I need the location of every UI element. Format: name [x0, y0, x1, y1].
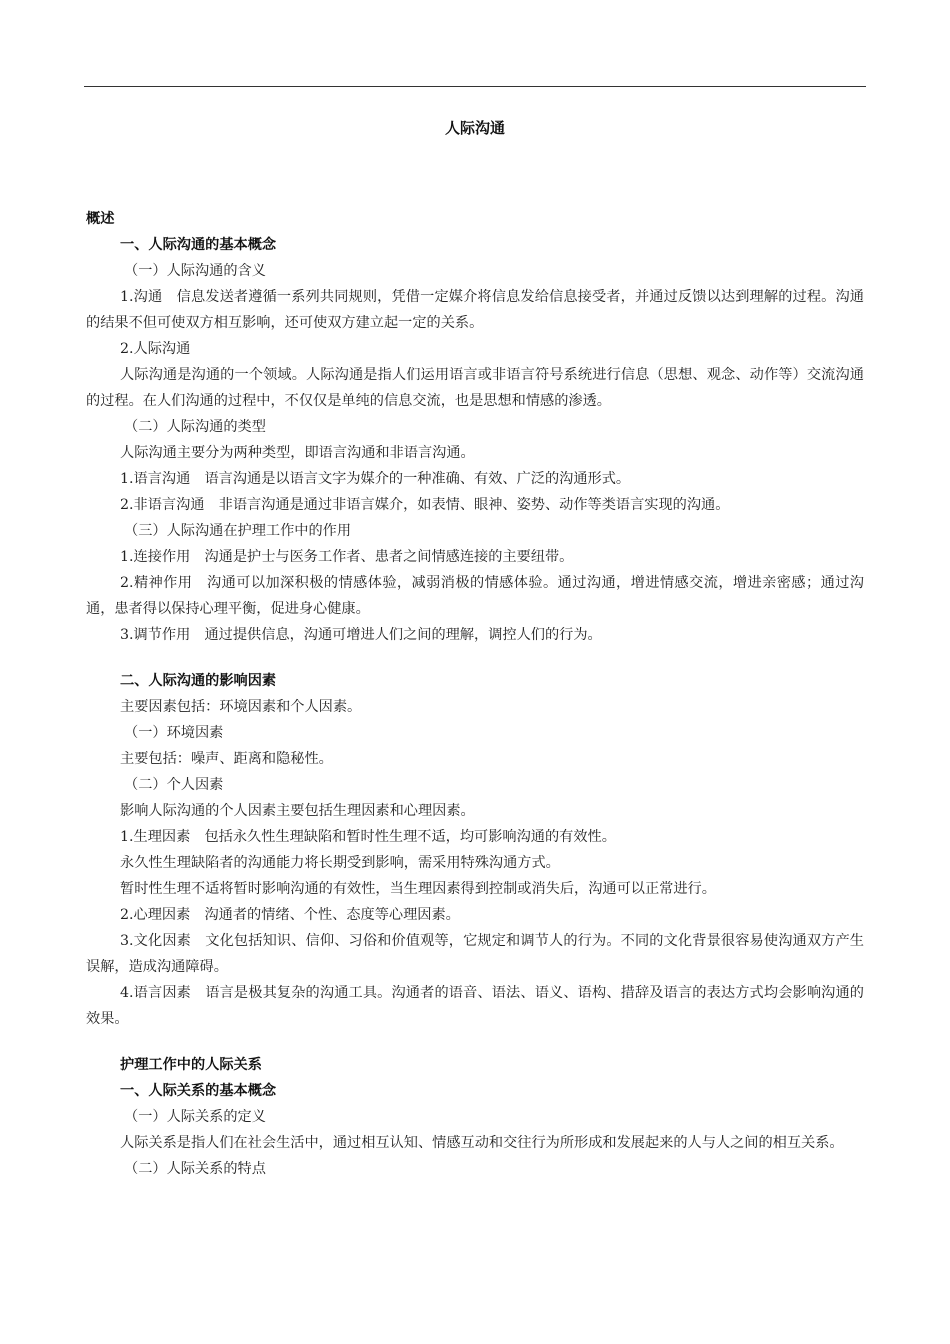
paragraph: （二）人际关系的特点 — [124, 1161, 266, 1177]
paragraph: 人际沟通是沟通的一个领域。人际沟通是指人们运用语言或非语言符号系统进行信息（思想、观念、动作等）交流沟通的过程。在人们沟通的过程中，不仅仅是单纯的信息交流，也是思想和情感的渗透。 — [86, 367, 864, 409]
paragraph: 主要因素包括：环境因素和个人因素。 — [120, 699, 362, 715]
paragraph: 1.语言沟通 语言沟通是以语言文字为媒介的一种准确、有效、广泛的沟通形式。 — [120, 471, 631, 487]
document-body — [86, 206, 864, 1182]
paragraph: 3.调节作用 通过提供信息，沟通可增进人们之间的理解，调控人们的行为。 — [120, 627, 602, 643]
paragraph: 暂时性生理不适将暂时影响沟通的有效性，当生理因素得到控制或消失后，沟通可以正常进行。 — [120, 881, 716, 897]
paragraph: 1.连接作用 沟通是护士与医务工作者、患者之间情感连接的主要纽带。 — [120, 549, 574, 565]
paragraph: 人际沟通主要分为两种类型，即语言沟通和非语言沟通。 — [120, 445, 475, 461]
section-heading: 护理工作中的人际关系 — [120, 1057, 262, 1073]
paragraph: 1.沟通 信息发送者遵循一系列共同规则，凭借一定媒介将信息发给信息接受者，并通过反馈以达到理解的过程。沟通的结果不但可使双方相互影响，还可使双方建立起一定的关系。 — [86, 289, 864, 331]
header-rule — [84, 86, 866, 87]
paragraph: 2.精神作用 沟通可以加深积极的情感体验，减弱消极的情感体验。通过沟通，增进情感交流，增进亲密感；通过沟通，患者得以保持心理平衡，促进身心健康。 — [86, 575, 864, 617]
section-heading: 一、人际关系的基本概念 — [120, 1083, 277, 1099]
section-heading: 概述 — [86, 211, 115, 227]
paragraph: 1.生理因素 包括永久性生理缺陷和暂时性生理不适，均可影响沟通的有效性。 — [120, 829, 616, 845]
paragraph: 2.非语言沟通 非语言沟通是通过非语言媒介，如表情、眼神、姿势、动作等类语言实现的沟通。 — [120, 497, 730, 513]
paragraph: 2.人际沟通 — [120, 341, 191, 357]
paragraph: （一）环境因素 — [124, 725, 224, 741]
paragraph: 3.文化因素 文化包括知识、信仰、习俗和价值观等，它规定和调节人的行为。不同的文化背景很容易使沟通双方产生误解，造成沟通障碍。 — [86, 933, 864, 975]
document-title: 人际沟通 — [444, 119, 505, 137]
paragraph: 主要包括：噪声、距离和隐秘性。 — [120, 751, 333, 767]
paragraph: 影响人际沟通的个人因素主要包括生理因素和心理因素。 — [120, 803, 475, 819]
paragraph: （一）人际关系的定义 — [124, 1109, 266, 1125]
paragraph: 2.心理因素 沟通者的情绪、个性、态度等心理因素。 — [120, 907, 460, 923]
paragraph: （二）人际沟通的类型 — [124, 419, 266, 435]
section-heading: 二、人际沟通的影响因素 — [120, 673, 277, 689]
paragraph: 人际关系是指人们在社会生活中，通过相互认知、情感互动和交往行为所形成和发展起来的人与人之间的相互关系。 — [120, 1135, 844, 1151]
paragraph: 永久性生理缺陷者的沟通能力将长期受到影响，需采用特殊沟通方式。 — [120, 855, 560, 871]
paragraph: （三）人际沟通在护理工作中的作用 — [124, 523, 352, 539]
paragraph: 4.语言因素 语言是极其复杂的沟通工具。沟通者的语音、语法、语义、语构、措辞及语言的表达方式均会影响沟通的效果。 — [86, 985, 864, 1027]
paragraph: （二）个人因素 — [124, 777, 224, 793]
section-heading: 一、人际沟通的基本概念 — [120, 237, 277, 253]
paragraph: （一）人际沟通的含义 — [124, 263, 266, 279]
